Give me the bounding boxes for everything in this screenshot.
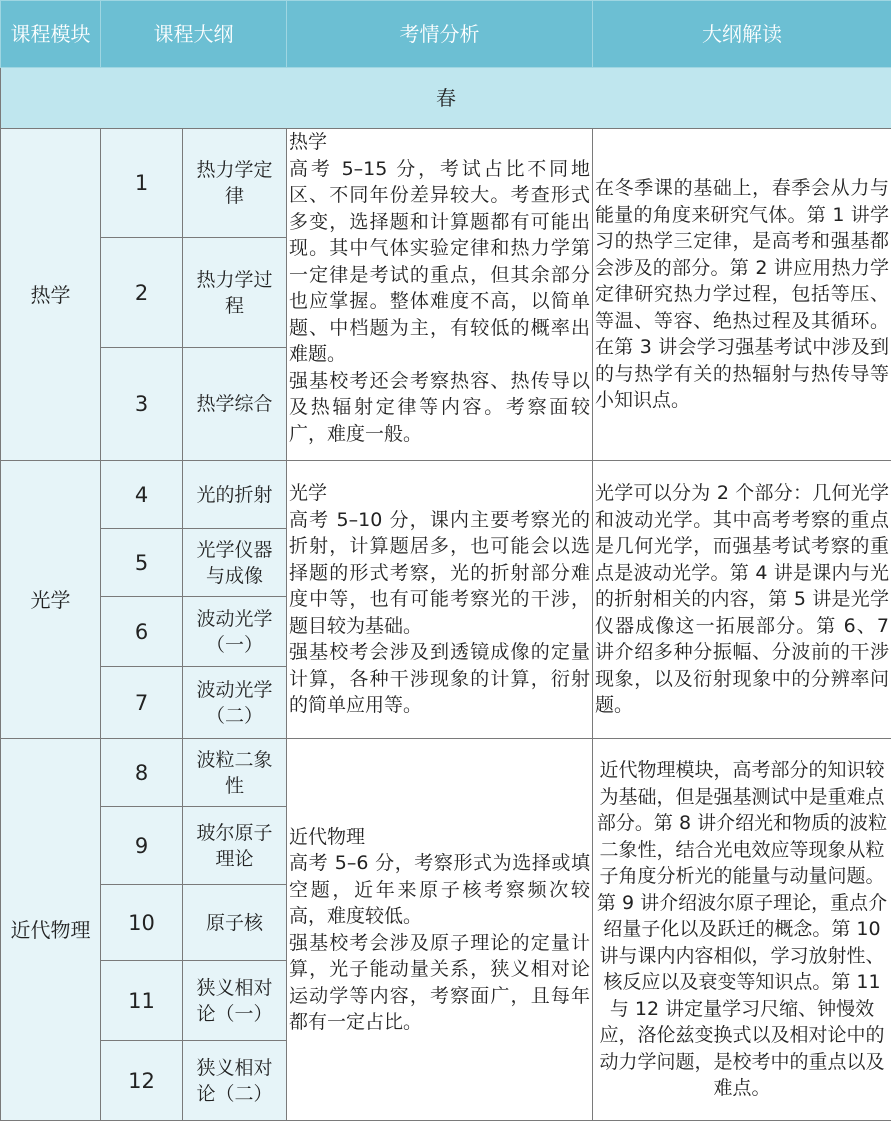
- lesson-title: 原子核: [183, 885, 287, 961]
- lesson-title: 热学综合: [183, 348, 287, 461]
- outline-interpretation: [593, 461, 891, 739]
- header-module: 课程模块: [1, 1, 101, 68]
- analysis-qiangji: 强基校考会涉及到透镜成像的定量计算，各种干涉现象的计算，衍射的简单应用等。: [289, 641, 590, 717]
- lesson-number: 3: [101, 348, 183, 461]
- lesson-number: 7: [101, 667, 183, 739]
- analysis-heading: 光学: [289, 482, 328, 505]
- lesson-number: 4: [101, 461, 183, 529]
- table-row: [1, 461, 891, 529]
- analysis-gaokao: 高考 5–6 分，考察形式为选择或填空题，近年来原子核考察频次较高，难度较低。: [289, 852, 590, 927]
- table-row: [1, 739, 891, 807]
- analysis-qiangji: 强基校考会涉及原子理论的定量计算，光子能动量关系，狭义相对论运动学等内容，考察面广，且每年都有一定占比。: [289, 931, 590, 1033]
- lesson-number: 10: [101, 885, 183, 961]
- season-row: [1, 68, 891, 129]
- header-outline: 课程大纲: [101, 1, 287, 68]
- lesson-number: 5: [101, 529, 183, 597]
- outline-interpretation: [593, 739, 891, 1121]
- lesson-title: 玻尔原子理论: [183, 807, 287, 885]
- lesson-title: 热力学过程: [183, 238, 287, 348]
- header-interpretation: 大纲解读: [593, 1, 891, 68]
- exam-analysis: [287, 129, 593, 461]
- table-row: [1, 129, 891, 238]
- lesson-number: 11: [101, 961, 183, 1041]
- lesson-number: 6: [101, 597, 183, 667]
- interpretation-text: 在冬季课的基础上，春季会从力与能量的角度来研究气体。第 1 讲学习的热学三定律，是高考和强基都会涉及的部分。第 2 讲应用热力学定律研究热力学过程，包括等压、等温、等容、绝热过程及其循环。在第 3 讲会学习强基考试中涉及到的与热学有关的热辐射与热传导等小知识点。: [595, 177, 889, 412]
- lesson-title: 狭义相对论（一）: [183, 961, 287, 1041]
- exam-analysis: [287, 739, 593, 1121]
- lesson-number: 1: [101, 129, 183, 238]
- lesson-title: 波动光学（二）: [183, 667, 287, 739]
- analysis-gaokao: 高考 5–10 分，课内主要考察光的折射，计算题居多，也可能会以选择题的形式考察，光的折射部分难度中等，也有可能考察光的干涉，题目较为基础。: [289, 508, 590, 637]
- lesson-title: 光的折射: [183, 461, 287, 529]
- interpretation-text: 光学可以分为 2 个部分：几何光学和波动光学。其中高考考察的重点是几何光学，而强基考试考察的重点是波动光学。第 4 讲是课内与光的折射相关的内容，第 5 讲是光学仪器成像这一拓展部分。第 6、7 讲介绍多种分振幅、分波前的干涉现象，以及衍射现象中的分辨率问题。: [595, 482, 889, 717]
- interpretation-text: 近代物理模块，高考部分的知识较为基础，但是强基测试中是重难点部分。第 8 讲介绍光和物质的波粒二象性，结合光电效应等现象从粒子角度分析光的能量与动量问题。第 9 讲介绍波尔原子理论，重点介绍量子化以及跃迁的概念。第 10 讲与课内内容相似，学习放射性、核反应以及衰变等知识点。第 11 与 12 讲定量学习尺缩、钟慢效应，洛伦兹变换式以及相对论中的动力学问题，是校考中的重点以及难点。: [596, 759, 888, 1100]
- module-name: 热学: [1, 129, 101, 461]
- season-label: 春: [1, 68, 891, 129]
- module-name: 光学: [1, 461, 101, 739]
- lesson-number: 9: [101, 807, 183, 885]
- lesson-number: 8: [101, 739, 183, 807]
- lesson-number: 12: [101, 1041, 183, 1121]
- header-analysis: 考情分析: [287, 1, 593, 68]
- analysis-gaokao: 高考 5–15 分，考试占比不同地区、不同年份差异较大。考查形式多变，选择题和计算题都有可能出现。其中气体实验定律和热力学第一定律是考试的重点，但其余部分也应掌握。整体难度不高，以简单题、中档题为主，有较低的概率出难题。: [289, 157, 590, 365]
- lesson-title: 热力学定律: [183, 129, 287, 238]
- lesson-title: 波粒二象性: [183, 739, 287, 807]
- exam-analysis: [287, 461, 593, 739]
- analysis-qiangji: 强基校考还会考察热容、热传导以及热辐射定律等内容。考察面较广，难度一般。: [289, 369, 590, 445]
- lesson-title: 波动光学（一）: [183, 597, 287, 667]
- module-name: 近代物理: [1, 739, 101, 1121]
- lesson-title: 光学仪器与成像: [183, 529, 287, 597]
- analysis-heading: 热学: [289, 131, 328, 153]
- lesson-title: 狭义相对论（二）: [183, 1041, 287, 1121]
- header-row: [1, 1, 891, 68]
- analysis-heading: 近代物理: [289, 825, 366, 848]
- lesson-number: 2: [101, 238, 183, 348]
- outline-interpretation: [593, 129, 891, 461]
